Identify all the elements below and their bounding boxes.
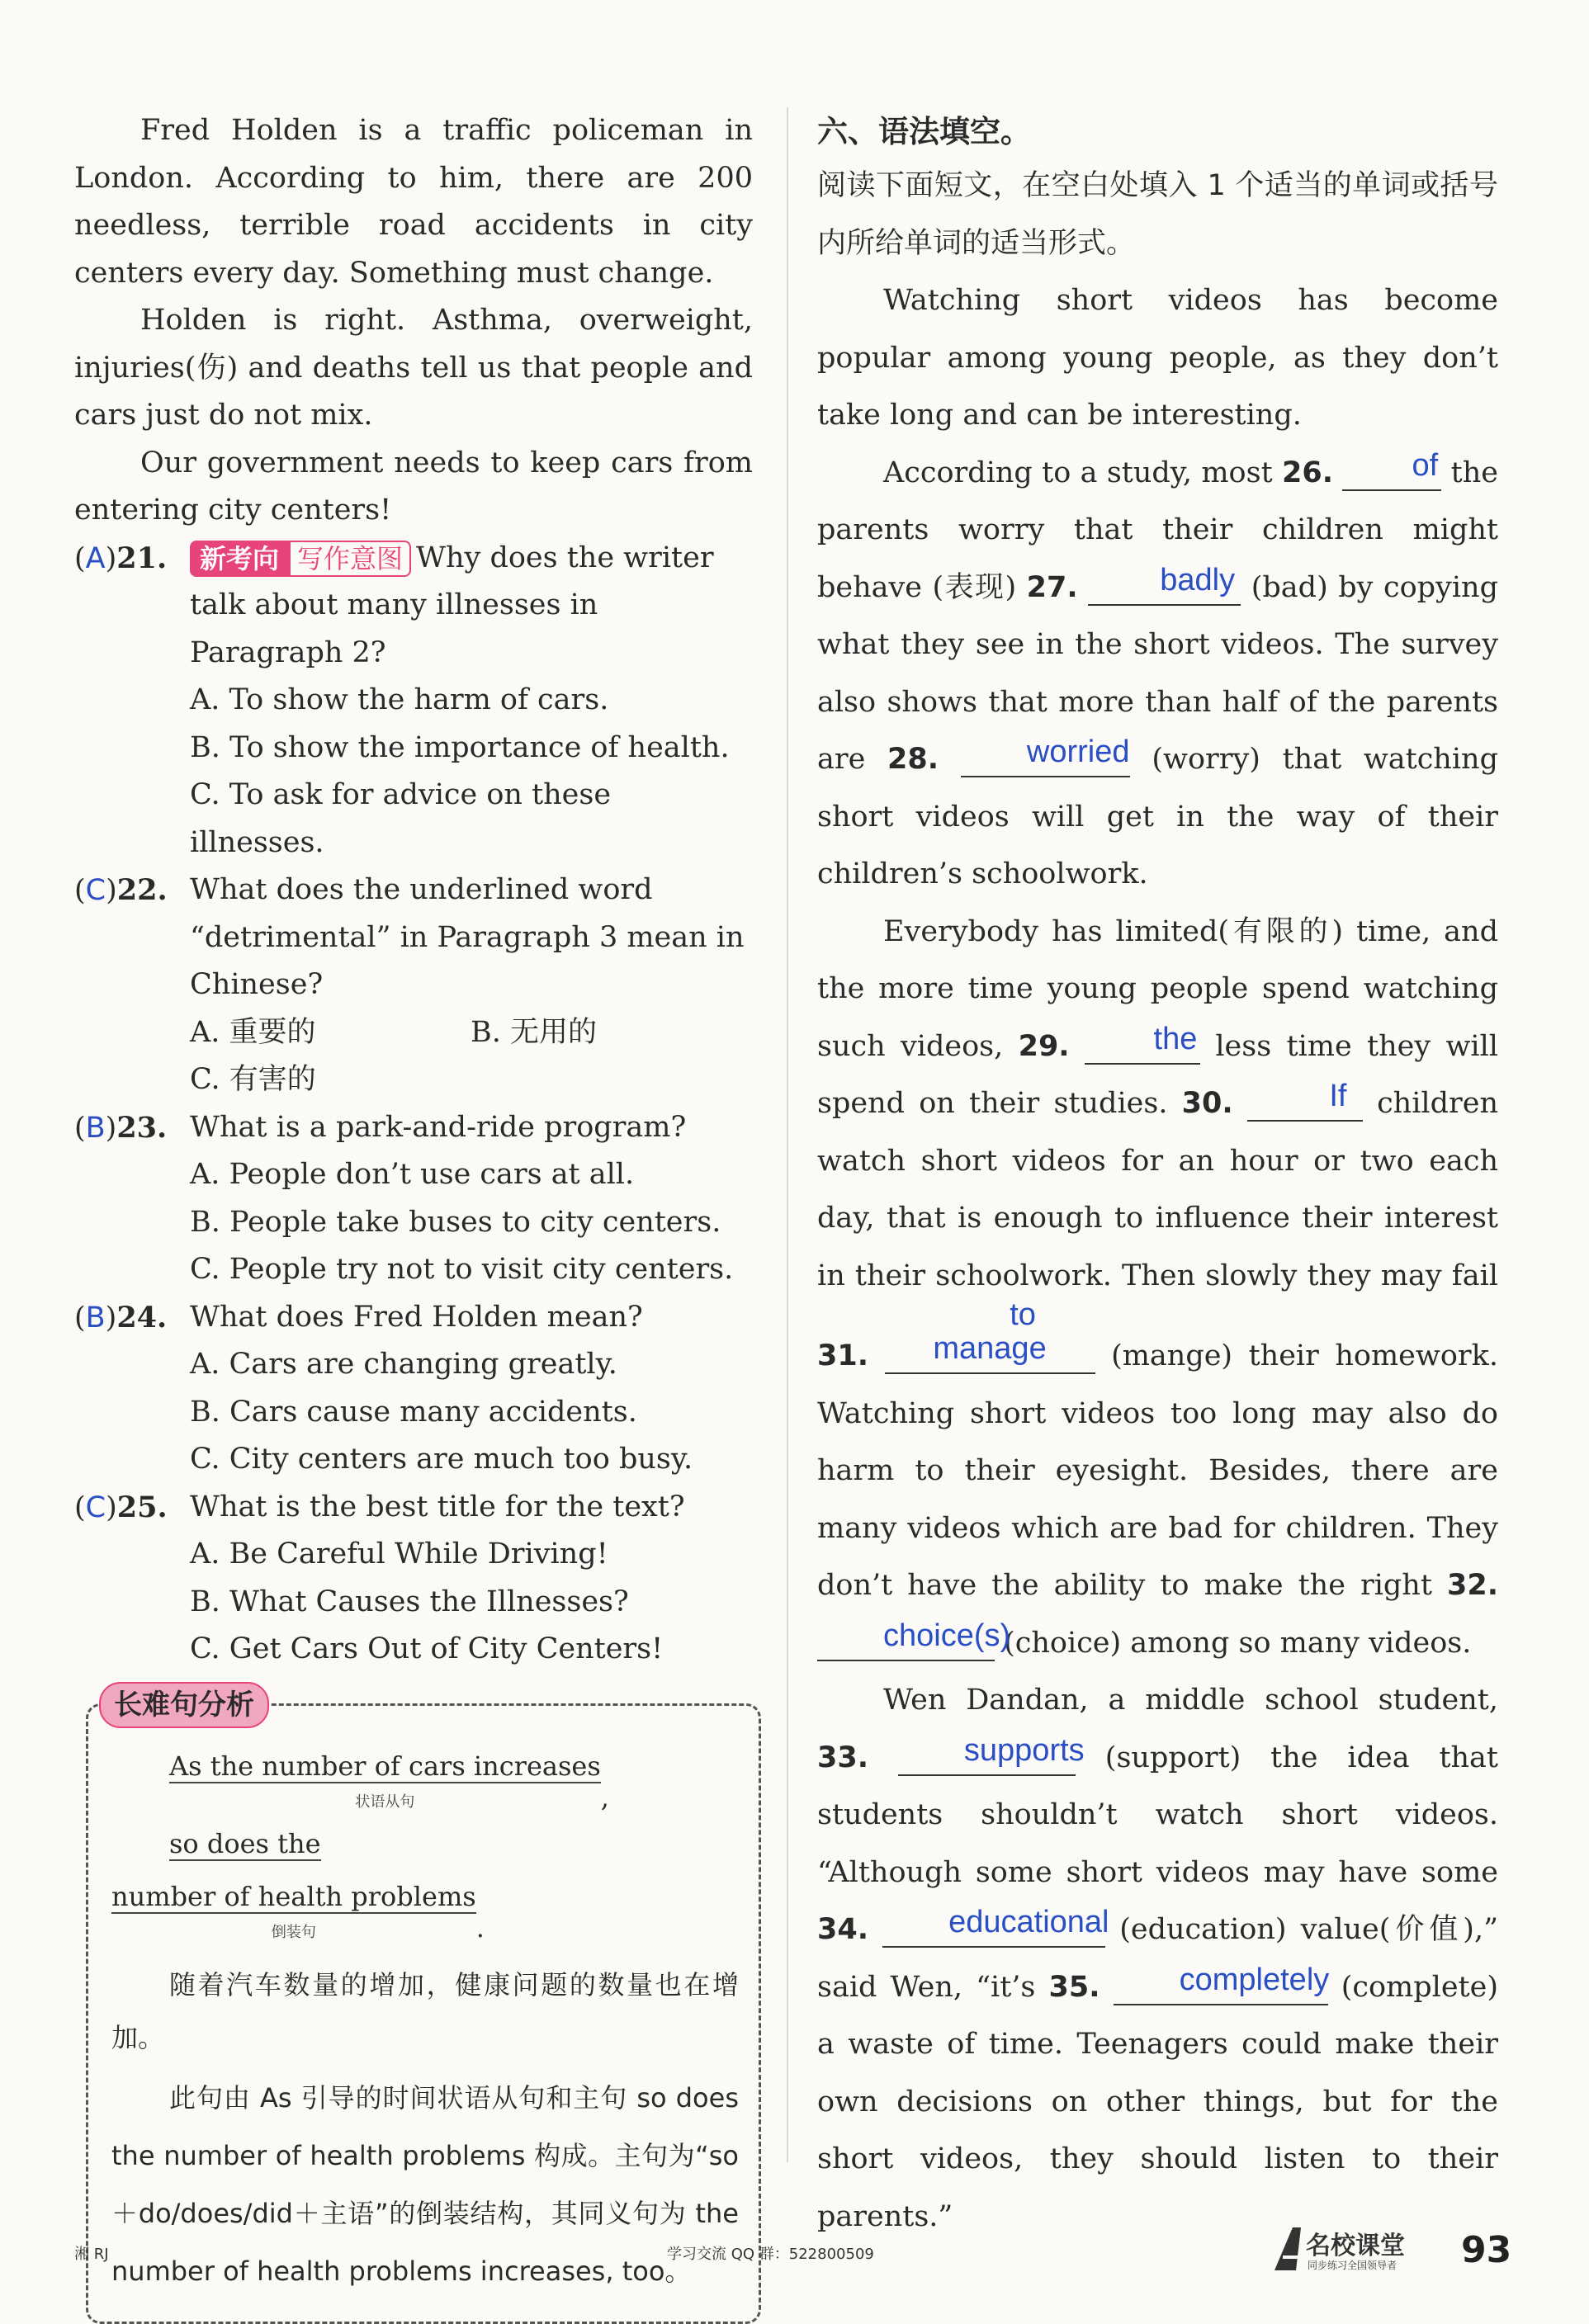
page-number: 93 (1461, 2229, 1512, 2271)
blank-30[interactable]: If (1247, 1086, 1363, 1122)
option: A. Cars are changing greatly. (190, 1348, 617, 1381)
option-row (74, 1009, 753, 1057)
instruction: 阅读下面短文，在空白处填入 1 个适当的单词或括号内所给单词的适当形式。 (817, 169, 1498, 260)
grammar-paragraph-3: Everybody has limited(有限的) time, and the more time young people spend watching such videos, 29. the less time they will spend on their studies. 30. If children watch short videos for an hour or two each day, that is enough to influence their interest in their schoolwork. Then slowly they may fail 31. to manage (mange) their homework. Watching short videos too long may also do harm to their eyesight. Besides, there are many videos which are bad for children. They don’t have the ability to make the right 32. choice(s) (choice) among so many videos. (817, 914, 1498, 1660)
question-stem: What does Fred Holden mean? (190, 1300, 643, 1334)
option: C. City centers are much too busy. (190, 1443, 693, 1476)
blank-33[interactable]: supports (898, 1741, 1076, 1776)
explanation: 此句由 As 引导的时间状语从句和主句 so does the number of health problems 构成。主句为“so＋do/does/did＋主语”的倒装结构，其同义句为 the number of health problems increases, too。 (111, 2081, 739, 2287)
analysis-badge: 长难句分析 (99, 1682, 269, 1728)
option: A. To show the harm of cars. (190, 683, 609, 716)
question-stem: What is the best title for the text? (190, 1490, 685, 1523)
option: A. Be Careful While Driving! (190, 1538, 608, 1571)
option: C. Get Cars Out of City Centers! (190, 1632, 664, 1665)
label-inversion: 倒装句 (271, 1923, 316, 1941)
answer-23: (B)23. (74, 1110, 168, 1145)
option: A. People don’t use cars at all. (190, 1158, 635, 1191)
svg-text:同步练习全国领导者: 同步练习全国领导者 (1308, 2260, 1397, 2271)
new-trend-tag: 新考向 (190, 541, 289, 577)
qq-group: 学习交流 QQ 群：522800509 (667, 2246, 874, 2263)
grammar-paragraph-4: Wen Dandan, a middle school student, 33. supports (support) the idea that students shouldn’t watch short videos. “Although some short videos may have some 34. educational (education) value(价值),” said Wen, “it’s 35. completely (complete) a waste of time. Teenagers could make their own decisions on other things, but for the short videos, they should listen to their parents.” (817, 1684, 1498, 2233)
option: B. To show the importance of health. (190, 730, 730, 764)
option: B. Cars cause many accidents. (190, 1395, 637, 1429)
option: C. To ask for advice on these illnesses. (190, 778, 612, 859)
page-footer (0, 2224, 1589, 2274)
section-title: 六、语法填空。 (817, 114, 1031, 149)
blank-29[interactable]: the (1085, 1029, 1200, 1065)
analysis-sentence-line-2: number of health problems 倒装句 . (111, 1876, 739, 1953)
left-column (74, 107, 753, 2324)
blank-35[interactable]: completely (1114, 1970, 1328, 2005)
question-22 (74, 867, 753, 1009)
question-25 (74, 1484, 753, 1532)
answer-24: (B)24. (74, 1300, 168, 1334)
column-divider (787, 107, 788, 2162)
edition-label: 湘 RJ (74, 2246, 109, 2263)
option: B. What Causes the Illnesses? (190, 1585, 629, 1618)
grammar-paragraph-2: According to a study, most 26. of the parents worry that their children might behave (表现) 27. badly (bad) by copying what they see in the short videos. The survey also shows that more than half of the parents are 28. worried (worry) that watching short videos will get in the way of their children’s schoolwork. (817, 447, 1498, 890)
option: B. People take buses to city centers. (190, 1205, 721, 1239)
blank-26[interactable]: of (1342, 456, 1441, 491)
question-stem: What does the underlined word “detrimental” in Paragraph 3 mean in Chinese? (190, 873, 745, 1001)
writing-intent-tag: 写作意图 (289, 541, 411, 577)
blank-34[interactable]: educational (882, 1912, 1105, 1948)
blank-31[interactable]: to manage (885, 1305, 1095, 1374)
option: C. People try not to visit city centers. (190, 1253, 734, 1286)
right-column (817, 107, 1498, 2246)
option: A. 重要的 (190, 1015, 316, 1049)
label-adverbial-clause: 状语从句 (355, 1793, 415, 1811)
translation: 随着汽车数量的增加，健康问题的数量也在增加。 (111, 1968, 739, 2053)
passage-paragraph-3: Our government needs to keep cars from entering city centers! (74, 446, 753, 527)
blank-28[interactable]: worried (961, 742, 1130, 777)
question-stem: What is a park-and-ride program? (190, 1110, 687, 1144)
answer-25: (C)25. (74, 1490, 168, 1524)
blank-27[interactable]: badly (1088, 570, 1241, 606)
inversion-part-2: number of health problems (111, 1880, 476, 1912)
question-23 (74, 1104, 753, 1152)
grammar-paragraph-1: Watching short videos has become popular among young people, as they don’t take long and can be interesting. (817, 284, 1498, 432)
question-24 (74, 1294, 753, 1342)
answer-21: (A)21. (74, 541, 168, 575)
answer-22: (C)22. (74, 873, 168, 907)
svg-text:名校课堂: 名校课堂 (1306, 2232, 1405, 2260)
blank-32[interactable]: choice(s) (817, 1626, 995, 1661)
option: C. 有害的 (190, 1063, 316, 1096)
question-21 (74, 535, 753, 678)
question-stem: Why does the writer talk about many illnesses in Paragraph 2? (190, 541, 714, 669)
analysis-sentence: As the number of cars increases 状语从句 , so does the (169, 1750, 609, 1859)
inversion-part-1: so does the (169, 1827, 321, 1859)
passage-paragraph-1: Fred Holden is a traffic policeman in London. According to him, there are 200 needless, terrible road accidents in city centers every day. Something must change. (74, 114, 753, 290)
adverbial-clause: As the number of cars increases (169, 1750, 601, 1782)
passage-paragraph-2: Holden is right. Asthma, overweight, injuries(伤) and deaths tell us that people and cars just do not mix. (74, 304, 753, 432)
option: B. 无用的 (471, 1015, 597, 1049)
publisher-logo-icon (1271, 2224, 1461, 2274)
